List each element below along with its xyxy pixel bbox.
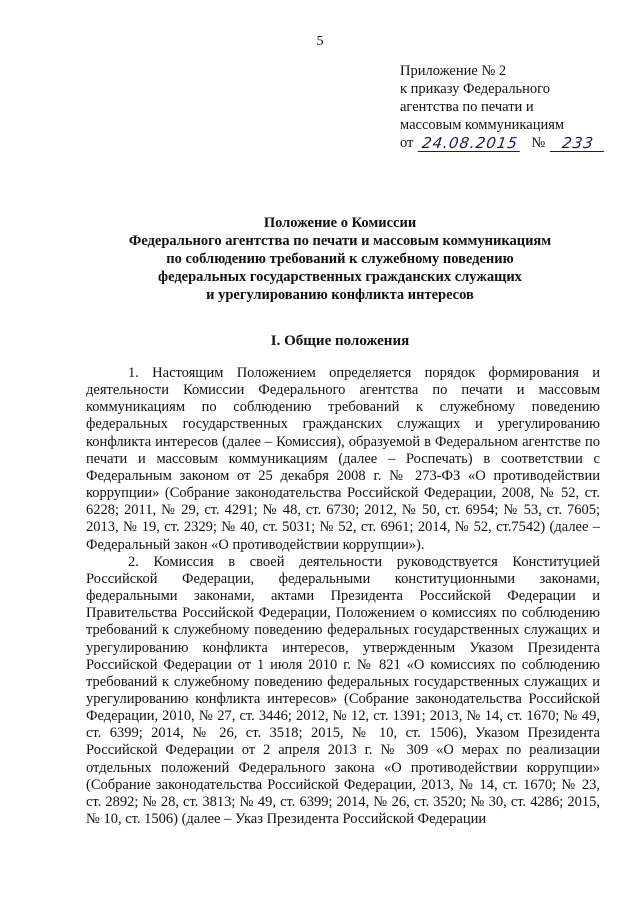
body-text <box>86 365 600 828</box>
number-sign: № <box>531 135 546 151</box>
appendix-line-4: массовым коммуникациям <box>400 117 565 133</box>
title-line-5: и урегулированию конфликта интересов <box>206 287 474 303</box>
appendix-block <box>400 62 620 152</box>
appendix-line-3: агентства по печати и <box>400 99 534 115</box>
appendix-line-1: Приложение № 2 <box>400 63 507 79</box>
paragraph-2: 2. Комиссия в своей деятельности руководствуется Конституцией Российской Федерации, федеральными конституционными законами, федеральными законами, актами Президента Российской Федерации и Правительства Российской Федерации, Положением о комиссиях по соблюдению требований к служебному поведению федеральных государственных служащих и урегулированию конфликта интересов, утвержденным Указом Президента Российской Федерации от 1 июля 2010 г. № 821 «О комиссиях по соблюдению требований к служебному поведению федеральных государственных служащих и урегулированию конфликта интересов» (Собрание законодательства Российской Федерации, 2010, № 27, ст. 3446; 2012, № 12, ст. 1391; 2013, № 14, ст. 1670; № 49, ст. 6399; 2014, № 26, ст. 3518; 2015, № 10, ст. 1506), Указом Президента Российской Федерации от 2 апреля 2013 г. № 309 «О мерах по реализации отдельных положений Федерального закона «О противодействии коррупции» (Собрание законодательства Российской Федерации, 2013, № 14, ст. 1670; № 23, ст. 2892; № 28, ст. 3813; № 49, ст. 6399; 2014, № 26, ст. 3520; № 30, ст. 4286; 2015, № 10, ст. 1506) (далее – Указ Президента Российской Федерации <box>86 553 600 828</box>
appendix-line-2: к приказу Федерального <box>400 81 551 97</box>
date-prefix: от <box>400 135 414 151</box>
paragraph-1: 1. Настоящим Положением определяется порядок формирования и деятельности Комиссии Федерального агентства по печати и массовым коммуникациям по соблюдению требований к служебному поведению федеральных государственных гражданских служащих и урегулированию конфликта интересов (далее – Комиссия), образуемой в Федеральном агентстве по печати и массовым коммуникациям (далее – Роспечать) в соответствии с Федеральным законом от 25 декабря 2008 г. № 273-ФЗ «О противодействии коррупции» (Собрание законодательства Российской Федерации, 2008, № 52, ст. 6228; 2011, № 29, ст. 4291; № 48, ст. 6730; 2012, № 50, ст. 6954; № 53, ст. 7605; 2013, № 19, ст. 2329; № 40, ст. 5031; № 52, ст. 6961; 2014, № 52, ст.7542) (далее – Федеральный закон «О противодействии коррупции»). <box>86 365 600 553</box>
handwritten-order-number: 233 <box>550 135 606 152</box>
title-line-1: Положение о Комиссии <box>263 215 417 231</box>
page-number: 5 <box>316 34 324 49</box>
title-line-2: Федерального агентства по печати и массовым коммуникациям <box>128 233 552 249</box>
order-date-number-line <box>400 134 620 152</box>
section-heading: I. Общие положения <box>270 333 410 349</box>
title-line-4: федеральных государственных гражданских служащих <box>158 269 522 285</box>
title-line-3: по соблюдению требований к служебному поведению <box>166 251 514 267</box>
document-title <box>60 214 620 304</box>
handwritten-date: 24.08.2015 <box>418 135 522 152</box>
